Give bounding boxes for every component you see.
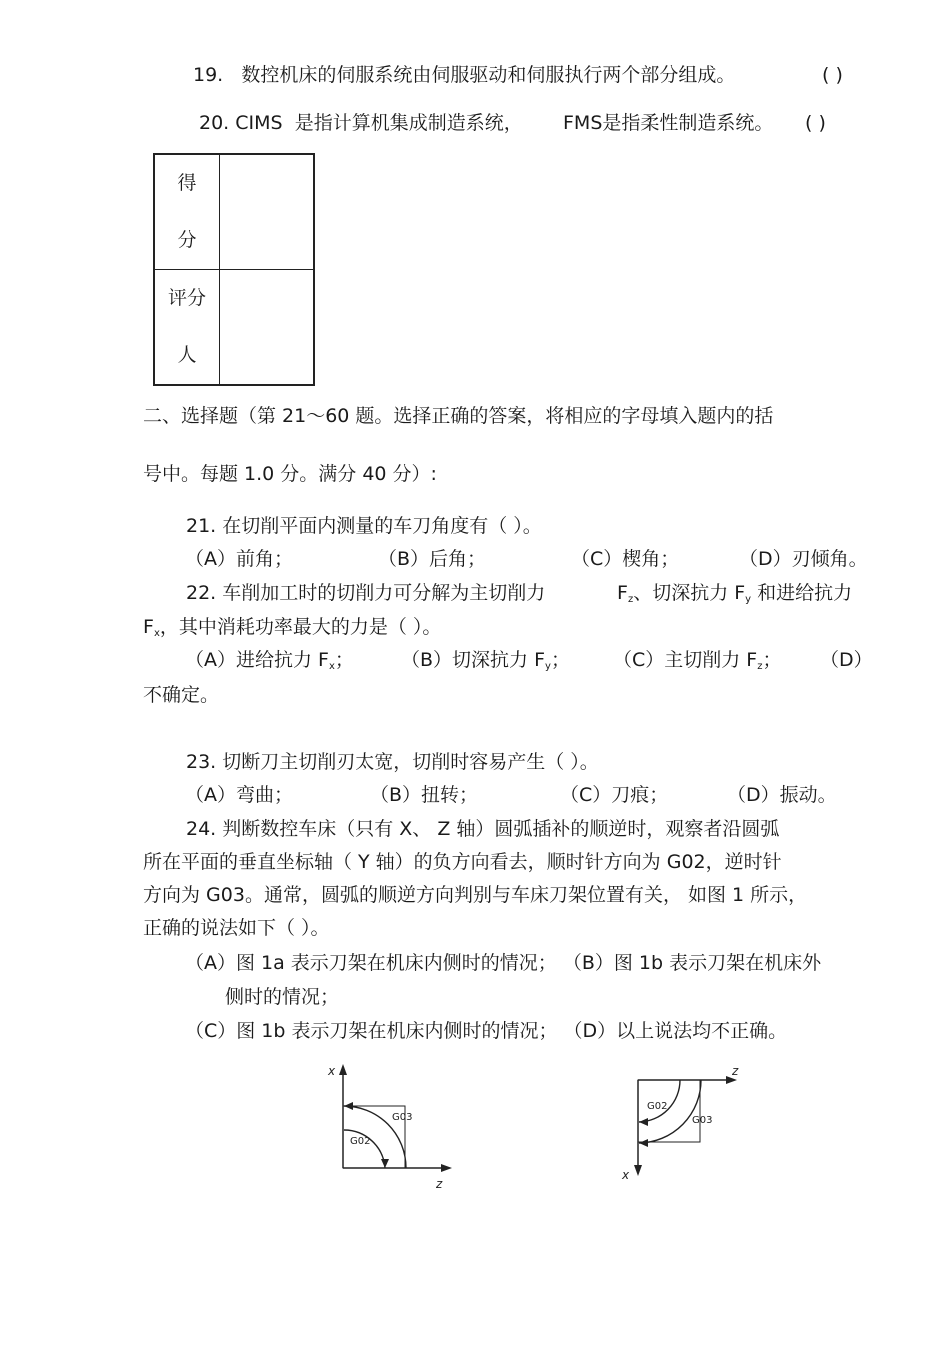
figure-1b xyxy=(600,1060,750,1190)
figure-1a xyxy=(320,1060,460,1190)
fig-b-g02-label: G02 xyxy=(647,1101,668,1112)
q22-option-a-text: （A）进给抗力 F xyxy=(185,649,329,671)
q20-text-2: FMS是指柔性制造系统。 xyxy=(563,112,774,134)
q22-option-c-sub: z xyxy=(757,661,763,672)
q24-line3: 方向为 G03。通常，圆弧的顺逆方向判别与车床刀架位置有关， 如图 1 所示， xyxy=(143,884,808,906)
q24-line2: 所在平面的垂直坐标轴（ Y 轴）的负方向看去，顺时针方向为 G02，逆时针 xyxy=(143,851,782,873)
grader-label-2: 人 xyxy=(177,344,197,366)
q22-fx: F xyxy=(143,616,154,638)
q20-number: 20. CIMS xyxy=(199,112,283,134)
q22-stem-part3: 和进给抗力 xyxy=(751,582,853,604)
q22-option-d: （D） xyxy=(820,649,873,671)
q24-option-c-d: （C）图 1b 表示刀架在机床内侧时的情况； （D）以上说法均不正确。 xyxy=(185,1020,788,1042)
q22-stem-part2 xyxy=(617,581,852,612)
q21-option-c: （C）楔角； xyxy=(571,548,680,570)
grader-label-cell xyxy=(154,270,220,386)
q23-option-c: （C）刀痕； xyxy=(560,784,669,806)
score-label-cell xyxy=(154,154,220,270)
q24-line4: 正确的说法如下（ ）。 xyxy=(143,917,330,939)
q24-option-b-cont: 侧时的情况； xyxy=(225,986,340,1008)
q20-text: 是指计算机集成制造系统， xyxy=(294,112,523,134)
q22-option-c-text: （C）主切削力 F xyxy=(613,649,758,671)
q19-number: 19. xyxy=(193,64,224,86)
q22-option-d-cont: 不确定。 xyxy=(143,684,220,706)
grader-value-cell[interactable] xyxy=(220,270,315,386)
q20-line xyxy=(199,111,523,135)
q19-line xyxy=(193,63,735,87)
q21-option-b: （B）后角； xyxy=(378,548,487,570)
q22-stem-part1: 22. 车削加工时的切削力可分解为主切削力 xyxy=(186,582,546,604)
q22-fx-sub: x xyxy=(153,628,160,639)
q22-f-main-sub: z xyxy=(627,594,634,605)
q22-option-c-end: ； xyxy=(762,649,782,671)
q23-stem: 23. 切断刀主切削刃太宽，切削时容易产生（ ）。 xyxy=(186,751,599,773)
q22-option-b-sub: y xyxy=(545,661,551,672)
score-label-2: 分 xyxy=(177,229,197,251)
grader-label-1: 评分 xyxy=(167,287,206,309)
q22-option-a-sub: x xyxy=(328,661,335,672)
score-box xyxy=(153,153,315,386)
q23-option-d: （D）振动。 xyxy=(727,784,837,806)
q20-paren: ( ) xyxy=(805,112,826,134)
fig-a-g02-label: G02 xyxy=(350,1136,371,1147)
fig-a-axis-z: z xyxy=(436,1177,443,1190)
fig-b-g03-label: G03 xyxy=(692,1115,713,1126)
q24-option-a-b: （A）图 1a 表示刀架在机床内侧时的情况； （B）图 1b 表示刀架在机床外 xyxy=(185,952,822,974)
q21-stem: 21. 在切削平面内测量的车刀角度有（ ）。 xyxy=(186,515,542,537)
q22-stem-line2-text: ，其中消耗功率最大的力是（ ）。 xyxy=(159,616,442,638)
q21-option-d: （D）刃倾角。 xyxy=(739,548,868,570)
q22-option-c xyxy=(613,648,782,679)
q21-option-a: （A）前角； xyxy=(185,548,293,570)
fig-b-axis-x: x xyxy=(622,1168,630,1182)
q22-stem-line2 xyxy=(143,615,441,646)
score-value-cell[interactable] xyxy=(220,154,315,270)
q22-f-depth: 、切深抗力 F xyxy=(633,582,746,604)
fig-a-g03-label: G03 xyxy=(392,1112,413,1123)
q23-option-a: （A）弯曲； xyxy=(185,784,293,806)
q22-option-a xyxy=(185,648,354,679)
fig-a-axis-x: x xyxy=(328,1064,336,1078)
q22-option-a-end: ； xyxy=(334,649,354,671)
q22-f-main: F xyxy=(617,582,628,604)
q19-text: 数控机床的伺服系统由伺服驱动和伺服执行两个部分组成。 xyxy=(241,64,736,86)
score-label-1: 得 xyxy=(177,172,197,194)
q22-option-b xyxy=(401,648,570,679)
q19-paren: ( ) xyxy=(822,64,843,86)
q24-line1: 24. 判断数控车床（只有 X、 Z 轴）圆弧插补的顺逆时，观察者沿圆弧 xyxy=(186,818,780,840)
q23-option-b: （B）扭转； xyxy=(370,784,479,806)
q22-option-b-end: ； xyxy=(550,649,570,671)
section2-line1: 二、选择题（第 21～60 题。选择正确的答案，将相应的字母填入题内的括 xyxy=(143,405,774,427)
q22-option-b-text: （B）切深抗力 F xyxy=(401,649,546,671)
section2-line2: 号中。每题 1.0 分。满分 40 分）: xyxy=(143,463,437,485)
q22-f-depth-sub: y xyxy=(745,594,752,605)
fig-b-axis-z: z xyxy=(732,1064,739,1078)
